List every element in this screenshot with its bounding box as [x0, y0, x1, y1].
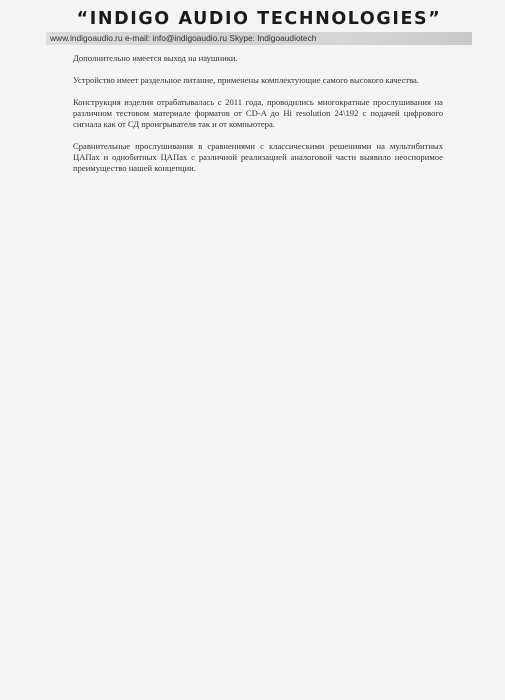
paragraph-power-supply: Устройство имеет раздельное питание, применены комплектующие самого высокого качества.: [73, 75, 419, 85]
paragraph-design-history: Конструкция изделия отрабатывалась с 2011 года, проводились многократные прослушивания на различном тестовом материале форматов от CD-A до Hi resolution 24\192 с подачей цифрового сигнала как от СД проигрывателя так и от компьютера.: [73, 97, 443, 129]
letterhead: [46, 8, 472, 46]
document-body: [73, 53, 443, 185]
contact-line: www.indigoaudio.ru e-mail: info@indigoaudio.ru Skype: Indigoaudiotech: [46, 32, 472, 45]
paragraph-headphones: Дополнительно имеется выход на наушники.: [73, 53, 238, 63]
company-name: “INDIGO AUDIO TECHNOLOGIES”: [76, 9, 442, 29]
paragraph-comparison: Сравнительные прослушивания в сравнениями с классическими решениями на мультибитных ЦАПах и однобитных ЦАПах с различной реализацией аналоговой части выявило неоспоримое преимущество нашей концепции.: [73, 141, 443, 173]
